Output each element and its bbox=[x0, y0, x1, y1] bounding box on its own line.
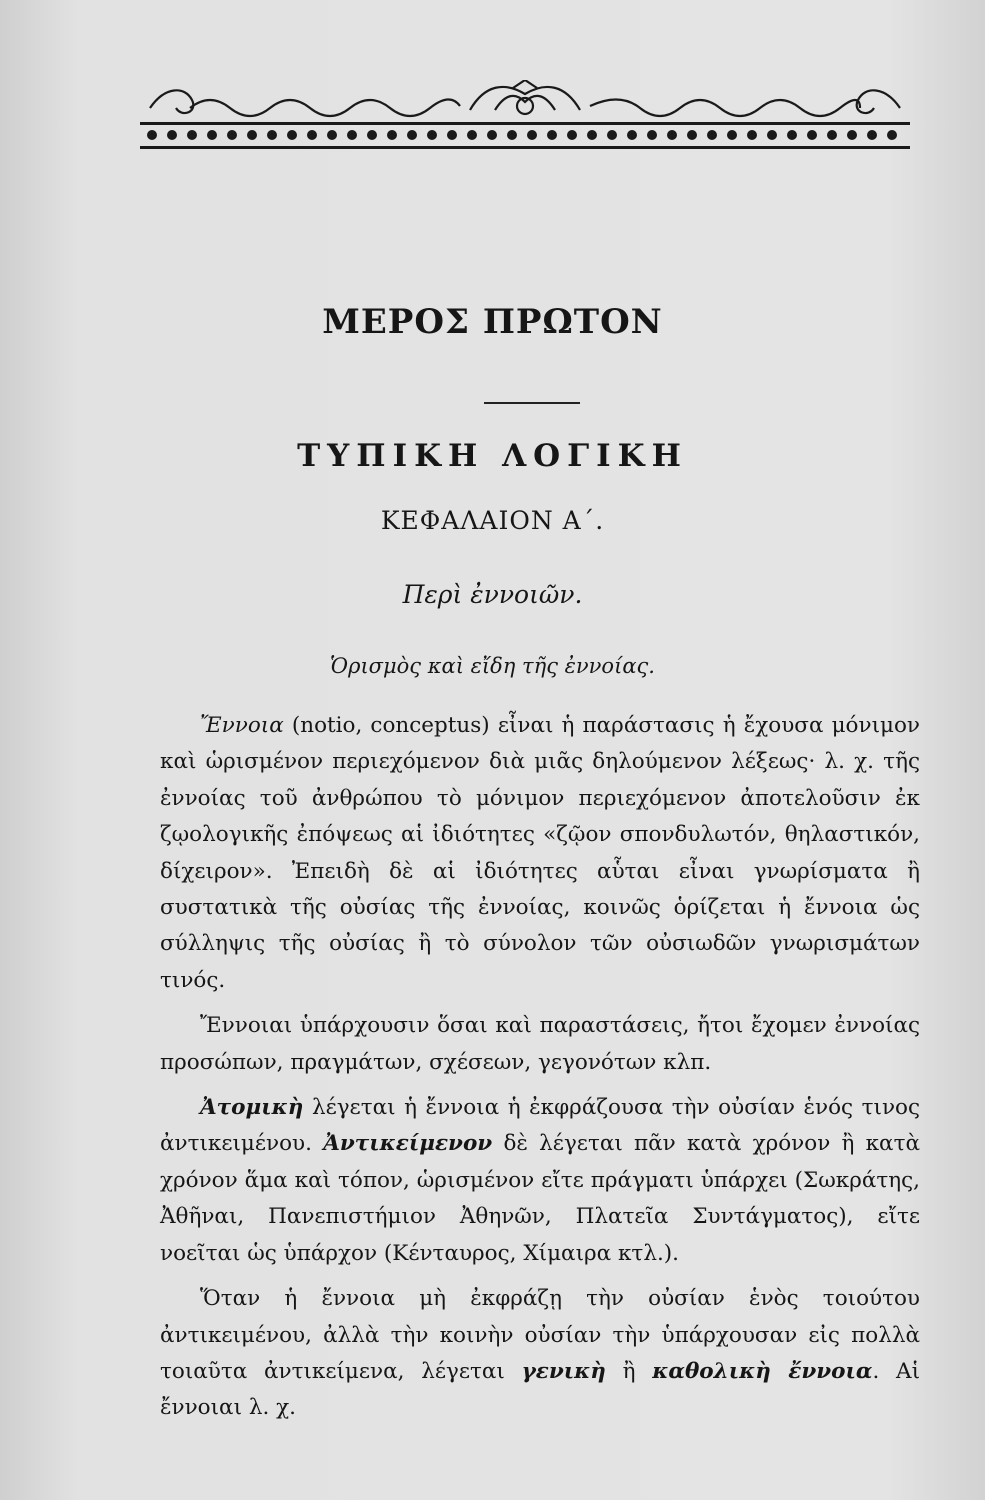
subject-title: ΤΥΠΙΚΗ ΛΟΓΙΚΗ bbox=[297, 438, 688, 474]
section-heading: Περὶ ἐννοιῶν. bbox=[402, 580, 583, 609]
paragraph-text: δὲ λέγεται πᾶν κατὰ χρόνον ἢ κατὰ χρόνον ἅμα καὶ τόπον, ὡρισμένον εἴτε πράγματι ὑπάρχει (Σωκράτης, Ἀθῆναι, Πανεπιστήμιον Ἀθηνῶν, Πλατεῖα Συντάγματος), εἴτε νοεῖται ὡς ὑπάρχον (Κένταυρος, Χίμαιρα κτλ.). bbox=[160, 1131, 920, 1266]
term-geniki: γενικὴ bbox=[521, 1358, 606, 1384]
paragraph-text: . Αἱ ἔννοιαι λ. χ. bbox=[160, 1358, 921, 1421]
paragraph-text: (notio, conceptus) εἶναι ἡ παράστασις ἡ ἔχουσα μόνιμον καὶ ὡρισμένον περιεχόμενον διὰ μιᾶς δηλούμενον λέξεως· λ. χ. τῆς ἐννοίας τοῦ ἀνθρώπου τὸ μόνιμον περιεχόμενον ἀποτελοῦσιν ἐκ ζῳολογικῆς ἐπόψεως αἱ ἰδιότητες «ζῷον σπονδυλωτόν, θηλαστικόν, δίχειρον». Ἐπειδὴ δὲ αἱ ἰδιότητες αὗται εἶναι γνωρίσματα ἢ συστατικὰ τῆς οὐσίας τῆς ἐννοίας, κοινῶς ὁρίζεται ἡ ἔννοια ὡς σύλληψις τῆς οὐσίας ἢ τὸ σύνολον τῶν οὐσιωδῶν γνωρισμάτων τινός. bbox=[160, 713, 920, 993]
paragraph-text: Ἔννοιαι ὑπάρχουσιν ὅσαι καὶ παραστάσεις, ἤτοι ἔχομεν ἐννοίας προσώπων, πραγμάτων, σχέσεων, γεγονότων κλπ. bbox=[160, 1013, 920, 1075]
paragraph-individual bbox=[160, 1090, 920, 1272]
part-title: ΜΕΡΟΣ ΠΡΩΤΟΝ bbox=[322, 302, 663, 342]
chapter-heading: ΚΕΦΑΛΑΙΟΝ Α΄. bbox=[380, 506, 605, 535]
term-antikeimenon: Ἀντικείμενον bbox=[323, 1131, 493, 1157]
title-divider bbox=[484, 402, 580, 404]
body-text bbox=[160, 708, 920, 1436]
paragraph-text: λέγεται ἡ ἔννοια ἡ ἐκφράζουσα τὴν οὐσίαν ἑνός τινος ἀντικειμένου. bbox=[160, 1095, 920, 1157]
paragraph-general bbox=[160, 1281, 920, 1427]
subsection-heading: Ὁρισμὸς καὶ εἴδη τῆς ἐννοίας. bbox=[330, 654, 655, 678]
term-katholiki: καθολικὴ ἔννοια bbox=[652, 1358, 873, 1384]
term-atomiki: Ἀτομικὴ bbox=[200, 1095, 304, 1121]
paragraph-definition bbox=[160, 708, 920, 999]
paragraph-text: ἢ bbox=[605, 1358, 653, 1384]
decorative-border-icon bbox=[140, 80, 910, 158]
paragraph-kinds bbox=[160, 1008, 920, 1081]
paragraph-text: Ὅταν ἡ ἔννοια μὴ ἐκφράζῃ τὴν οὐσίαν ἑνὸς τοιούτου ἀντικειμένου, ἀλλὰ τὴν κοινὴν οὐσίαν τὴν ὑπάρχουσαν εἰς πολλὰ τοιαῦτα ἀντικείμενα, λέγεται bbox=[160, 1286, 920, 1384]
term-ennoia: Ἔννοια bbox=[200, 713, 284, 738]
